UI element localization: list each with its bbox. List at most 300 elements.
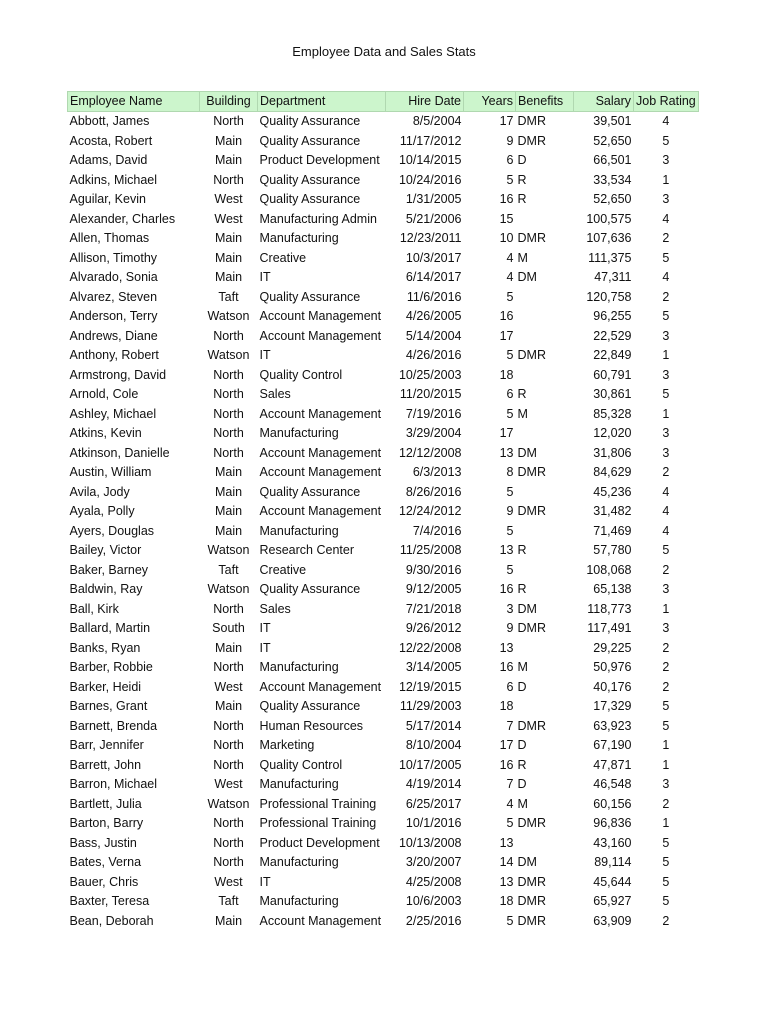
cell-benefits[interactable]: R xyxy=(517,757,527,772)
cell-job-rating[interactable]: 5 xyxy=(662,543,670,557)
cell-hire-date[interactable]: 12/24/2012 xyxy=(398,504,462,518)
cell-hire-date[interactable]: 2/25/2016 xyxy=(405,913,462,928)
header-building[interactable]: Building xyxy=(200,92,258,112)
cell-hire-date[interactable]: 7/19/2016 xyxy=(405,406,462,421)
cell-department[interactable]: IT xyxy=(259,270,271,284)
cell-job-rating[interactable]: 5 xyxy=(662,387,670,401)
cell-benefits[interactable]: DMR xyxy=(517,465,546,479)
cell-years[interactable]: 17 xyxy=(499,738,514,752)
cell-benefits[interactable] xyxy=(516,327,574,347)
cell-building[interactable]: Taft xyxy=(218,894,239,908)
cell-salary[interactable]: 67,190 xyxy=(593,738,632,752)
cell-hire-date[interactable]: 12/23/2011 xyxy=(399,231,462,245)
cell-salary[interactable]: 60,791 xyxy=(593,367,632,382)
cell-job-rating[interactable]: 4 xyxy=(662,211,670,226)
cell-employee-name[interactable]: Aguilar, Kevin xyxy=(69,192,146,206)
cell-building[interactable]: North xyxy=(213,738,244,752)
cell-employee-name[interactable]: Avila, Jody xyxy=(69,484,130,499)
cell-hire-date[interactable]: 6/14/2017 xyxy=(405,270,462,284)
cell-department[interactable]: Quality Assurance xyxy=(259,114,361,128)
cell-salary[interactable]: 71,469 xyxy=(593,523,632,538)
cell-building[interactable]: Watson xyxy=(207,582,250,596)
cell-department[interactable]: Account Management xyxy=(259,913,382,928)
cell-employee-name[interactable]: Abbott, James xyxy=(69,114,150,128)
cell-years[interactable]: 16 xyxy=(499,309,514,323)
cell-job-rating[interactable]: 5 xyxy=(662,133,670,148)
cell-employee-name[interactable]: Ballard, Martin xyxy=(69,621,151,635)
cell-salary[interactable]: 47,311 xyxy=(594,270,632,284)
cell-benefits[interactable] xyxy=(516,561,574,581)
cell-benefits[interactable]: R xyxy=(517,543,527,557)
cell-job-rating[interactable]: 5 xyxy=(662,718,670,733)
cell-salary[interactable]: 63,909 xyxy=(593,913,632,928)
cell-employee-name[interactable]: Anderson, Terry xyxy=(69,309,158,323)
cell-salary[interactable]: 66,501 xyxy=(593,153,632,167)
cell-benefits[interactable] xyxy=(516,366,574,386)
cell-salary[interactable]: 50,976 xyxy=(593,660,632,674)
cell-salary[interactable]: 84,629 xyxy=(593,465,632,479)
cell-salary[interactable]: 22,529 xyxy=(593,328,632,343)
cell-job-rating[interactable]: 3 xyxy=(662,621,670,635)
cell-building[interactable]: Main xyxy=(214,270,243,284)
cell-building[interactable]: Main xyxy=(214,913,243,928)
cell-building[interactable]: West xyxy=(214,679,243,694)
cell-hire-date[interactable]: 10/6/2003 xyxy=(405,894,462,908)
cell-department[interactable]: Manufacturing xyxy=(259,523,339,538)
cell-hire-date[interactable]: 4/19/2014 xyxy=(405,777,462,791)
cell-job-rating[interactable]: 1 xyxy=(662,172,670,187)
cell-building[interactable]: Main xyxy=(214,133,243,148)
cell-years[interactable]: 7 xyxy=(506,718,514,733)
cell-salary[interactable]: 22,849 xyxy=(593,348,632,362)
cell-salary[interactable]: 96,255 xyxy=(593,309,632,323)
cell-building[interactable]: West xyxy=(214,192,243,206)
cell-building[interactable]: North xyxy=(213,367,244,382)
cell-employee-name[interactable]: Andrews, Diane xyxy=(69,328,158,343)
cell-years[interactable]: 6 xyxy=(506,679,514,694)
cell-benefits[interactable]: M xyxy=(517,250,528,265)
cell-benefits[interactable]: DMR xyxy=(517,621,546,635)
cell-department[interactable]: Account Management xyxy=(259,406,382,421)
cell-salary[interactable]: 43,160 xyxy=(593,835,632,850)
cell-years[interactable]: 5 xyxy=(506,484,514,499)
cell-years[interactable]: 16 xyxy=(499,192,514,206)
cell-building[interactable]: Main xyxy=(214,640,243,655)
cell-hire-date[interactable]: 4/26/2016 xyxy=(405,348,462,362)
cell-department[interactable]: Manufacturing xyxy=(259,231,339,245)
cell-employee-name[interactable]: Allison, Timothy xyxy=(69,250,158,265)
cell-hire-date[interactable]: 10/25/2003 xyxy=(398,367,462,382)
cell-years[interactable]: 5 xyxy=(506,523,514,538)
cell-job-rating[interactable]: 2 xyxy=(662,913,670,928)
cell-benefits[interactable]: R xyxy=(517,582,527,596)
cell-employee-name[interactable]: Barnett, Brenda xyxy=(69,718,158,733)
cell-hire-date[interactable]: 8/26/2016 xyxy=(405,484,462,499)
cell-employee-name[interactable]: Banks, Ryan xyxy=(69,640,141,655)
cell-job-rating[interactable]: 2 xyxy=(662,640,670,655)
cell-job-rating[interactable]: 2 xyxy=(662,660,670,674)
cell-salary[interactable]: 96,836 xyxy=(593,816,632,830)
cell-building[interactable]: North xyxy=(213,387,244,401)
cell-salary[interactable]: 33,534 xyxy=(593,172,632,187)
cell-years[interactable]: 5 xyxy=(506,348,514,362)
cell-hire-date[interactable]: 11/6/2016 xyxy=(406,289,462,304)
cell-benefits[interactable] xyxy=(516,288,574,308)
cell-building[interactable]: Taft xyxy=(218,562,239,577)
cell-job-rating[interactable]: 4 xyxy=(662,523,670,538)
cell-benefits[interactable]: M xyxy=(517,406,528,421)
cell-salary[interactable]: 17,329 xyxy=(593,699,632,713)
cell-hire-date[interactable]: 9/12/2005 xyxy=(405,582,462,596)
cell-benefits[interactable]: DMR xyxy=(517,231,546,245)
cell-department[interactable]: Quality Control xyxy=(259,367,343,382)
cell-employee-name[interactable]: Atkins, Kevin xyxy=(69,426,142,440)
cell-salary[interactable]: 45,236 xyxy=(593,484,632,499)
header-department[interactable]: Department xyxy=(258,92,386,112)
cell-job-rating[interactable]: 1 xyxy=(662,348,670,362)
cell-department[interactable]: Quality Assurance xyxy=(259,582,361,596)
cell-years[interactable]: 16 xyxy=(499,582,514,596)
cell-hire-date[interactable]: 5/14/2004 xyxy=(405,328,462,343)
cell-benefits[interactable]: DMR xyxy=(517,504,546,518)
cell-building[interactable]: Watson xyxy=(207,309,250,323)
cell-department[interactable]: Account Management xyxy=(259,309,382,323)
cell-salary[interactable]: 52,650 xyxy=(593,192,632,206)
cell-benefits[interactable]: DMR xyxy=(517,133,546,148)
cell-hire-date[interactable]: 11/17/2012 xyxy=(399,133,462,148)
cell-building[interactable]: North xyxy=(213,835,244,850)
cell-job-rating[interactable]: 1 xyxy=(662,738,670,752)
cell-hire-date[interactable]: 4/26/2005 xyxy=(405,309,462,323)
cell-hire-date[interactable]: 9/30/2016 xyxy=(405,562,462,577)
cell-job-rating[interactable]: 3 xyxy=(662,153,670,167)
cell-building[interactable]: North xyxy=(213,328,244,343)
cell-salary[interactable]: 107,636 xyxy=(586,231,632,245)
cell-building[interactable]: Main xyxy=(214,231,243,245)
cell-employee-name[interactable]: Barker, Heidi xyxy=(69,679,142,694)
cell-building[interactable]: North xyxy=(213,114,244,128)
cell-department[interactable]: Quality Assurance xyxy=(259,484,361,499)
cell-department[interactable]: IT xyxy=(259,874,271,889)
cell-job-rating[interactable]: 5 xyxy=(662,874,670,889)
cell-department[interactable]: Sales xyxy=(259,387,291,401)
cell-department[interactable]: Account Management xyxy=(259,445,382,460)
cell-salary[interactable]: 118,773 xyxy=(587,601,632,616)
cell-hire-date[interactable]: 1/31/2005 xyxy=(405,192,462,206)
cell-job-rating[interactable]: 3 xyxy=(662,426,670,440)
cell-hire-date[interactable]: 6/25/2017 xyxy=(405,796,462,811)
cell-employee-name[interactable]: Baldwin, Ray xyxy=(69,582,143,596)
header-employee-name[interactable]: Employee Name xyxy=(68,92,200,112)
cell-job-rating[interactable]: 5 xyxy=(662,894,670,908)
cell-building[interactable]: Main xyxy=(214,153,243,167)
cell-job-rating[interactable]: 5 xyxy=(662,855,670,869)
cell-job-rating[interactable]: 3 xyxy=(662,582,670,596)
cell-job-rating[interactable]: 1 xyxy=(662,406,670,421)
cell-salary[interactable]: 46,548 xyxy=(593,777,632,791)
cell-building[interactable]: North xyxy=(213,757,244,772)
cell-employee-name[interactable]: Alexander, Charles xyxy=(69,211,176,226)
cell-employee-name[interactable]: Baker, Barney xyxy=(69,562,149,577)
cell-years[interactable]: 5 xyxy=(506,172,514,187)
cell-years[interactable]: 13 xyxy=(499,640,514,655)
cell-salary[interactable]: 65,927 xyxy=(593,894,632,908)
cell-years[interactable]: 13 xyxy=(499,445,514,460)
cell-employee-name[interactable]: Bartlett, Julia xyxy=(69,796,142,811)
header-salary[interactable]: Salary xyxy=(574,92,634,112)
cell-hire-date[interactable]: 11/25/2008 xyxy=(399,543,462,557)
cell-department[interactable]: Manufacturing Admin xyxy=(259,211,377,226)
cell-job-rating[interactable]: 2 xyxy=(662,562,670,577)
cell-salary[interactable]: 63,923 xyxy=(593,718,632,733)
cell-department[interactable]: IT xyxy=(259,348,271,362)
cell-hire-date[interactable]: 12/12/2008 xyxy=(398,445,462,460)
cell-building[interactable]: South xyxy=(212,621,245,635)
cell-department[interactable]: Manufacturing xyxy=(259,426,339,440)
cell-employee-name[interactable]: Barrett, John xyxy=(69,757,142,772)
cell-employee-name[interactable]: Adams, David xyxy=(69,153,148,167)
cell-salary[interactable]: 31,482 xyxy=(593,504,632,518)
cell-years[interactable]: 18 xyxy=(499,699,514,713)
cell-hire-date[interactable]: 11/20/2015 xyxy=(399,387,462,401)
cell-benefits[interactable]: DMR xyxy=(517,894,546,908)
cell-years[interactable]: 4 xyxy=(506,796,514,811)
cell-years[interactable]: 16 xyxy=(499,660,514,674)
cell-benefits[interactable]: DMR xyxy=(517,718,546,733)
cell-department[interactable]: Account Management xyxy=(259,679,382,694)
cell-department[interactable]: Quality Assurance xyxy=(259,289,361,304)
cell-benefits[interactable] xyxy=(516,639,574,659)
cell-job-rating[interactable]: 1 xyxy=(662,757,670,772)
cell-department[interactable]: Manufacturing xyxy=(259,894,339,908)
cell-years[interactable]: 17 xyxy=(499,426,514,440)
cell-years[interactable]: 7 xyxy=(506,777,514,791)
cell-building[interactable]: West xyxy=(214,777,243,791)
cell-salary[interactable]: 108,068 xyxy=(586,562,632,577)
cell-years[interactable]: 10 xyxy=(499,231,514,245)
cell-department[interactable]: Creative xyxy=(259,562,307,577)
cell-department[interactable]: IT xyxy=(259,640,271,655)
cell-hire-date[interactable]: 12/19/2015 xyxy=(398,679,462,694)
cell-job-rating[interactable]: 5 xyxy=(662,699,670,713)
cell-department[interactable]: Research Center xyxy=(259,543,354,557)
cell-benefits[interactable]: R xyxy=(517,387,527,401)
cell-employee-name[interactable]: Bass, Justin xyxy=(69,835,137,850)
cell-salary[interactable]: 52,650 xyxy=(593,133,632,148)
cell-benefits[interactable] xyxy=(516,210,574,230)
cell-building[interactable]: Main xyxy=(214,504,243,518)
cell-building[interactable]: Main xyxy=(214,523,243,538)
cell-hire-date[interactable]: 10/24/2016 xyxy=(398,172,462,187)
cell-employee-name[interactable]: Ball, Kirk xyxy=(69,601,119,616)
cell-employee-name[interactable]: Anthony, Robert xyxy=(69,348,159,362)
cell-employee-name[interactable]: Ayala, Polly xyxy=(69,504,135,518)
cell-years[interactable]: 6 xyxy=(506,153,514,167)
cell-benefits[interactable] xyxy=(516,483,574,503)
cell-years[interactable]: 3 xyxy=(506,601,514,616)
cell-department[interactable]: Product Development xyxy=(259,835,380,850)
cell-department[interactable]: Sales xyxy=(259,601,291,616)
cell-employee-name[interactable]: Alvarado, Sonia xyxy=(69,270,158,284)
cell-hire-date[interactable]: 11/29/2003 xyxy=(399,699,462,713)
cell-employee-name[interactable]: Barr, Jennifer xyxy=(69,738,144,752)
cell-benefits[interactable]: DM xyxy=(517,601,537,616)
cell-building[interactable]: North xyxy=(213,816,244,830)
cell-job-rating[interactable]: 1 xyxy=(662,601,670,616)
cell-building[interactable]: North xyxy=(213,855,244,869)
cell-years[interactable]: 9 xyxy=(506,133,514,148)
cell-years[interactable]: 5 xyxy=(506,289,514,304)
cell-hire-date[interactable]: 8/5/2004 xyxy=(412,114,462,128)
cell-job-rating[interactable]: 3 xyxy=(662,445,670,460)
cell-benefits[interactable]: DMR xyxy=(517,114,546,128)
cell-employee-name[interactable]: Ashley, Michael xyxy=(69,406,157,421)
cell-salary[interactable]: 40,176 xyxy=(593,679,632,694)
cell-employee-name[interactable]: Bailey, Victor xyxy=(69,543,142,557)
cell-job-rating[interactable]: 4 xyxy=(662,504,670,518)
cell-years[interactable]: 5 xyxy=(506,406,514,421)
cell-department[interactable]: Quality Assurance xyxy=(259,172,361,187)
cell-department[interactable]: Professional Training xyxy=(259,796,377,811)
cell-job-rating[interactable]: 2 xyxy=(662,796,670,811)
cell-building[interactable]: North xyxy=(213,172,244,187)
cell-building[interactable]: North xyxy=(213,426,244,440)
cell-building[interactable]: Taft xyxy=(218,289,239,304)
cell-building[interactable]: North xyxy=(213,406,244,421)
cell-years[interactable]: 6 xyxy=(506,387,514,401)
cell-years[interactable]: 18 xyxy=(499,894,514,908)
cell-years[interactable]: 15 xyxy=(499,211,514,226)
cell-employee-name[interactable]: Acosta, Robert xyxy=(69,133,153,148)
cell-salary[interactable]: 45,644 xyxy=(593,874,632,889)
cell-years[interactable]: 17 xyxy=(499,328,514,343)
cell-building[interactable]: North xyxy=(213,660,244,674)
header-hire-date[interactable]: Hire Date xyxy=(386,92,464,112)
cell-department[interactable]: Quality Assurance xyxy=(259,133,361,148)
cell-hire-date[interactable]: 3/14/2005 xyxy=(405,660,462,674)
cell-salary[interactable]: 65,138 xyxy=(593,582,632,596)
cell-job-rating[interactable]: 2 xyxy=(662,465,670,479)
cell-hire-date[interactable]: 5/21/2006 xyxy=(405,211,462,226)
cell-department[interactable]: Professional Training xyxy=(259,816,377,830)
cell-job-rating[interactable]: 2 xyxy=(662,289,670,304)
cell-hire-date[interactable]: 10/1/2016 xyxy=(405,816,462,830)
cell-salary[interactable]: 111,375 xyxy=(588,250,632,265)
cell-years[interactable]: 5 xyxy=(506,913,514,928)
cell-employee-name[interactable]: Armstrong, David xyxy=(69,367,167,382)
cell-job-rating[interactable]: 3 xyxy=(662,777,670,791)
cell-salary[interactable]: 12,020 xyxy=(593,426,632,440)
cell-years[interactable]: 14 xyxy=(499,855,514,869)
cell-hire-date[interactable]: 10/13/2008 xyxy=(398,835,462,850)
cell-job-rating[interactable]: 4 xyxy=(662,270,670,284)
cell-salary[interactable]: 100,575 xyxy=(586,211,632,226)
cell-hire-date[interactable]: 10/17/2005 xyxy=(398,757,462,772)
cell-job-rating[interactable]: 4 xyxy=(662,114,670,128)
cell-job-rating[interactable]: 5 xyxy=(662,250,670,265)
cell-years[interactable]: 17 xyxy=(499,114,514,128)
cell-benefits[interactable]: D xyxy=(517,777,527,791)
cell-employee-name[interactable]: Bauer, Chris xyxy=(69,874,139,889)
cell-hire-date[interactable]: 10/3/2017 xyxy=(405,250,462,265)
cell-department[interactable]: Human Resources xyxy=(259,718,364,733)
cell-employee-name[interactable]: Bean, Deborah xyxy=(69,913,154,928)
cell-job-rating[interactable]: 1 xyxy=(662,816,670,830)
cell-department[interactable]: Quality Assurance xyxy=(259,699,361,713)
header-benefits[interactable]: Benefits xyxy=(516,92,574,112)
cell-hire-date[interactable]: 9/26/2012 xyxy=(405,621,462,635)
cell-employee-name[interactable]: Atkinson, Danielle xyxy=(69,445,170,460)
cell-hire-date[interactable]: 7/4/2016 xyxy=(412,523,462,538)
cell-benefits[interactable]: DM xyxy=(517,855,537,869)
cell-years[interactable]: 4 xyxy=(506,250,514,265)
cell-building[interactable]: Watson xyxy=(207,348,250,362)
cell-employee-name[interactable]: Arnold, Cole xyxy=(69,387,139,401)
cell-job-rating[interactable]: 5 xyxy=(662,835,670,850)
header-years[interactable]: Years xyxy=(464,92,516,112)
cell-benefits[interactable]: DMR xyxy=(517,874,546,889)
cell-benefits[interactable]: M xyxy=(517,660,528,674)
cell-employee-name[interactable]: Ayers, Douglas xyxy=(69,523,155,538)
cell-department[interactable]: Marketing xyxy=(259,738,315,752)
cell-salary[interactable]: 89,114 xyxy=(594,855,632,869)
cell-benefits[interactable] xyxy=(516,424,574,444)
cell-building[interactable]: North xyxy=(213,445,244,460)
cell-salary[interactable]: 39,501 xyxy=(593,114,632,128)
cell-benefits[interactable] xyxy=(516,307,574,327)
cell-salary[interactable]: 120,758 xyxy=(586,289,632,304)
cell-building[interactable]: Watson xyxy=(207,796,250,811)
cell-department[interactable]: Account Management xyxy=(259,504,382,518)
cell-benefits[interactable]: DMR xyxy=(517,913,546,928)
cell-department[interactable]: Creative xyxy=(259,250,307,265)
cell-salary[interactable]: 30,861 xyxy=(593,387,632,401)
cell-department[interactable]: Manufacturing xyxy=(259,660,339,674)
cell-job-rating[interactable]: 2 xyxy=(662,679,670,694)
cell-department[interactable]: IT xyxy=(259,621,271,635)
cell-employee-name[interactable]: Barton, Barry xyxy=(69,816,144,830)
cell-years[interactable]: 9 xyxy=(506,504,514,518)
cell-benefits[interactable]: D xyxy=(517,679,527,694)
cell-benefits[interactable]: DM xyxy=(517,445,537,460)
cell-years[interactable]: 5 xyxy=(506,562,514,577)
cell-years[interactable]: 13 xyxy=(499,874,514,889)
cell-hire-date[interactable]: 5/17/2014 xyxy=(405,718,462,733)
cell-salary[interactable]: 31,806 xyxy=(593,445,632,460)
cell-job-rating[interactable]: 3 xyxy=(662,192,670,206)
cell-building[interactable]: Main xyxy=(214,465,243,479)
cell-benefits[interactable]: DM xyxy=(517,270,537,284)
cell-hire-date[interactable]: 8/10/2004 xyxy=(405,738,462,752)
cell-building[interactable]: North xyxy=(213,718,244,733)
cell-hire-date[interactable]: 6/3/2013 xyxy=(412,465,462,479)
cell-benefits[interactable] xyxy=(516,697,574,717)
cell-benefits[interactable]: D xyxy=(517,738,527,752)
cell-job-rating[interactable]: 3 xyxy=(662,367,670,382)
cell-years[interactable]: 9 xyxy=(506,621,514,635)
cell-benefits[interactable]: M xyxy=(517,796,528,811)
cell-years[interactable]: 5 xyxy=(506,816,514,830)
cell-benefits[interactable] xyxy=(516,834,574,854)
cell-benefits[interactable]: R xyxy=(517,172,527,187)
cell-salary[interactable]: 85,328 xyxy=(593,406,632,421)
cell-department[interactable]: Quality Control xyxy=(259,757,343,772)
cell-benefits[interactable]: DMR xyxy=(517,816,546,830)
header-job-rating[interactable]: Job Rating xyxy=(634,92,699,112)
cell-building[interactable]: Main xyxy=(214,250,243,265)
cell-salary[interactable]: 117,491 xyxy=(587,621,632,635)
cell-department[interactable]: Product Development xyxy=(259,153,380,167)
